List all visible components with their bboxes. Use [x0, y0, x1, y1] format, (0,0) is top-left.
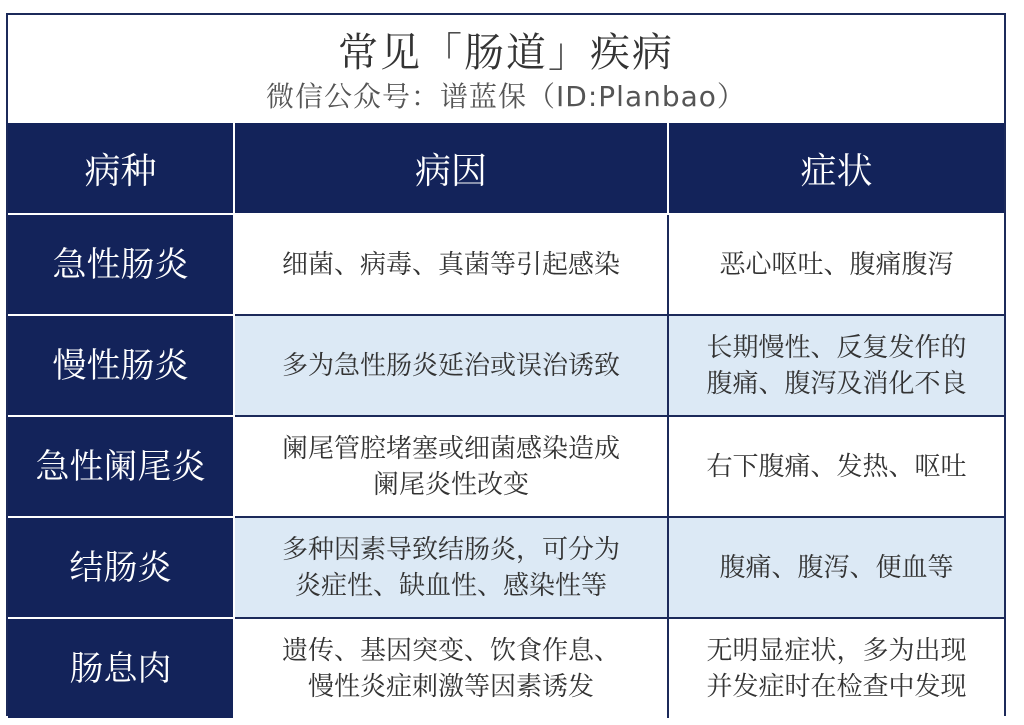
- disease-name: 肠息肉: [8, 618, 234, 718]
- symptom-text: 恶心呕吐、腹痛腹泻: [719, 249, 954, 280]
- page-subtitle: 微信公众号：谱蓝保（ID:Planbao）: [266, 80, 746, 113]
- table-row: [8, 517, 1004, 618]
- table-header-row: [8, 123, 1004, 214]
- cause-text: 阑尾管腔堵塞或细菌感染造成: [281, 433, 620, 464]
- page-title: 常见「肠道」疾病: [338, 30, 674, 76]
- title-block: [8, 15, 1004, 123]
- cause-cell: [234, 214, 668, 315]
- disease-name: 慢性肠炎: [8, 315, 234, 416]
- header-disease: 病种: [8, 123, 234, 214]
- cause-text: 多为急性肠炎延治或误治诱致: [281, 350, 620, 381]
- disease-name: 结肠炎: [8, 517, 234, 618]
- disease-name: 急性肠炎: [8, 214, 234, 315]
- symptom-cell: [668, 416, 1004, 517]
- symptom-text: 并发症时在检查中发现: [706, 671, 967, 702]
- cause-text: 多种因素导致结肠炎，可分为: [281, 534, 620, 565]
- header-symptom: 症状: [668, 123, 1004, 214]
- table-row: [8, 214, 1004, 315]
- symptom-text: 右下腹痛、发热、呕吐: [706, 451, 967, 482]
- symptom-text: 腹痛、腹泻、便血等: [719, 552, 954, 583]
- cause-cell: [234, 416, 668, 517]
- cause-text: 细菌、病毒、真菌等引起感染: [281, 249, 620, 280]
- symptom-text: 无明显症状，多为出现: [706, 635, 967, 666]
- cause-text: 炎症性、缺血性、感染性等: [294, 570, 607, 601]
- cause-cell: [234, 517, 668, 618]
- disease-table: [8, 123, 1004, 718]
- cause-text: 遗传、基因突变、饮食作息、: [281, 635, 620, 666]
- cause-text: 慢性炎症刺激等因素诱发: [307, 671, 594, 702]
- disease-table-card: [6, 13, 1006, 716]
- table-row: [8, 315, 1004, 416]
- symptom-text: 腹痛、腹泻及消化不良: [706, 368, 967, 399]
- cause-text: 阑尾炎性改变: [372, 469, 529, 500]
- symptom-cell: [668, 618, 1004, 718]
- cause-cell: [234, 315, 668, 416]
- header-cause: 病因: [234, 123, 668, 214]
- symptom-cell: [668, 517, 1004, 618]
- table-row: [8, 416, 1004, 517]
- symptom-cell: [668, 214, 1004, 315]
- cause-cell: [234, 618, 668, 718]
- symptom-cell: [668, 315, 1004, 416]
- table-row: [8, 618, 1004, 718]
- symptom-text: 长期慢性、反复发作的: [706, 332, 967, 363]
- disease-name: 急性阑尾炎: [8, 416, 234, 517]
